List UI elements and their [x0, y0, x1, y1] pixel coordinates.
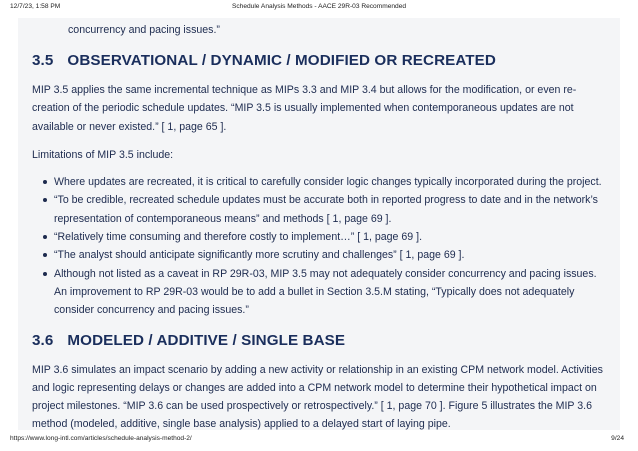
list-item: Where updates are recreated, it is critical to carefully consider logic changes typically incorporated during the project. [54, 173, 606, 191]
article-content [18, 18, 620, 430]
print-datetime: 12/7/23, 1:58 PM [10, 3, 61, 10]
section-3-6-paragraph-1: MIP 3.6 simulates an impact scenario by adding a new activity or relationship in an existing CPM network model. Activities and logic representing delays or changes are added into a CPM network model to determine their hypothetical impact on project milestones. “MIP 3.6 can be used prospectively or retrospectively.” [ 1, page 70 ]. Figure 5 illustrates the MIP 3.6 method (modeled, additive, single base analysis) applied to a delayed start of laying pipe. [32, 363, 603, 430]
section-number: 3.6 [32, 331, 54, 349]
section-heading-3-5 [32, 51, 606, 71]
section-heading-3-6 [32, 331, 606, 351]
print-header [0, 3, 638, 15]
print-footer [0, 435, 638, 447]
list-item: Although not listed as a caveat in RP 29R-03, MIP 3.5 may not adequately consider concurrency and pacing issues. An improvement to RP 29R-03 would be to add a bullet in Section 3.5.M stating, “Typically does not adequately consider concurrency and pacing issues.” [54, 265, 606, 320]
print-page-number: 9/24 [611, 435, 624, 442]
section-3-5-paragraph-1: MIP 3.5 applies the same incremental technique as MIPs 3.3 and MIP 3.4 but allows for the modification, or even re-creation of the periodic schedule updates. “MIP 3.5 is usually implemented when contemporaneous updates are not available or never existed.” [ 1, page 65 ]. [32, 84, 577, 133]
continuation-text: concurrency and pacing issues.” [68, 24, 220, 36]
list-item: “To be credible, recreated schedule updates must be accurate both in reported progress to date and in the network’s representation of contemporaneous means” and methods [ 1, page 69 ]. [54, 191, 606, 228]
limitations-list [32, 173, 606, 319]
section-number: 3.5 [32, 52, 54, 69]
section-title: MODELED / ADDITIVE / SINGLE BASE [67, 331, 346, 349]
section-3-5-paragraph-2: Limitations of MIP 3.5 include: [32, 148, 174, 161]
print-page-title: Schedule Analysis Methods - AACE 29R-03 Recommended [231, 3, 407, 10]
list-item: “Relatively time consuming and therefore costly to implement…” [ 1, page 69 ]. [54, 228, 606, 246]
print-url: https://www.long-intl.com/articles/schedule-analysis-method-2/ [10, 435, 192, 442]
list-item: “The analyst should anticipate significantly more scrutiny and challenges” [ 1, page 69 ]. [54, 246, 606, 264]
section-title: OBSERVATIONAL / DYNAMIC / MODIFIED OR RECREATED [67, 52, 496, 69]
